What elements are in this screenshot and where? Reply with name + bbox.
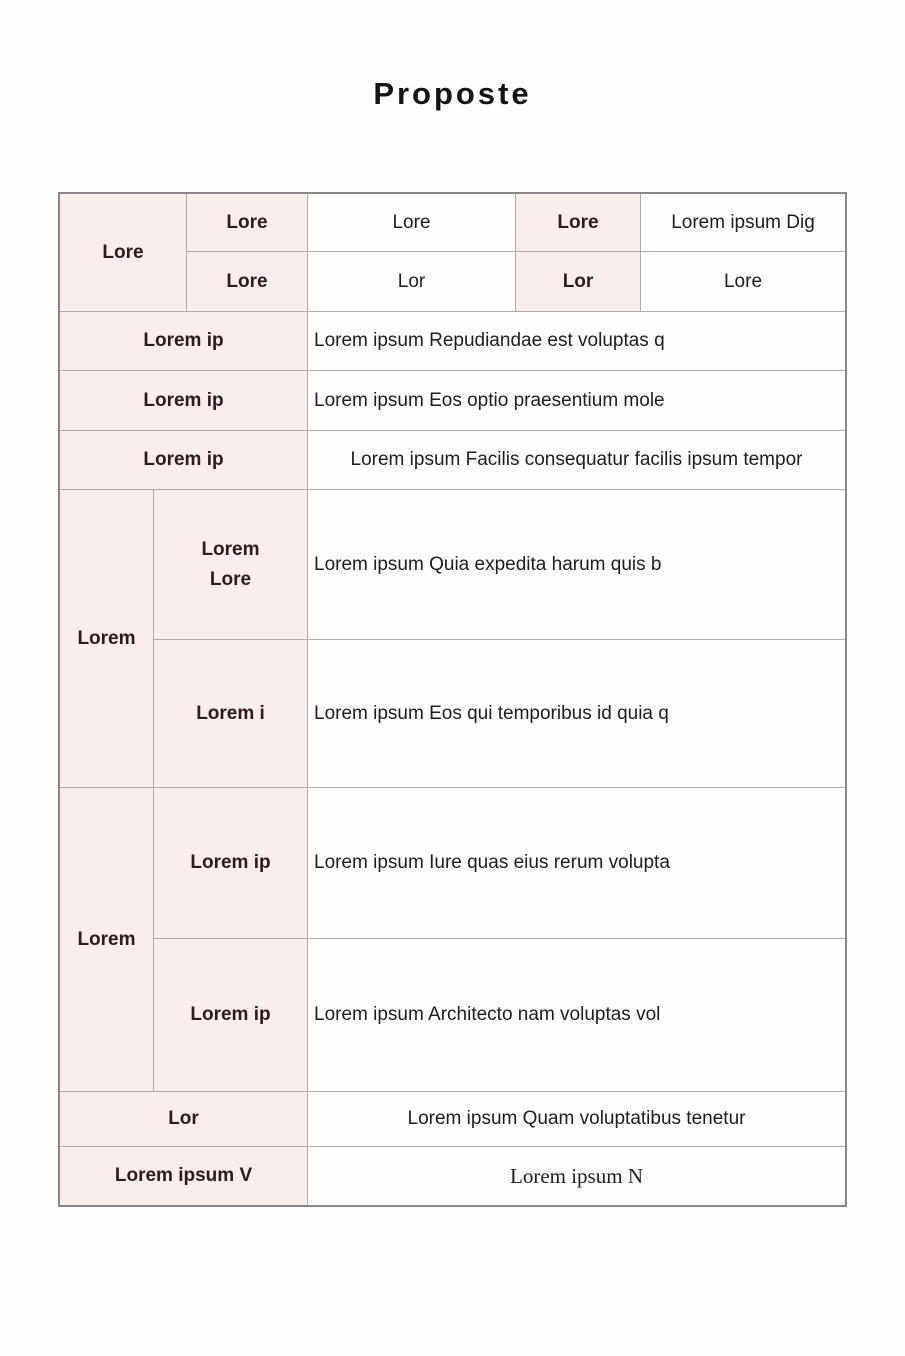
row-label: Lorem ip: [60, 312, 308, 370]
table-header: [60, 194, 845, 311]
group-sublabel: Lorem Lore: [154, 490, 308, 640]
document-page: [0, 76, 905, 1207]
group-sublabel: Lorem ip: [154, 788, 308, 939]
header-cell-main: Lore: [60, 194, 187, 311]
row-value: Lorem ipsum Facilis consequatur facilis ipsum tempor: [350, 449, 803, 470]
group-value: Lorem ipsum Architecto nam voluptas vol: [314, 1004, 661, 1025]
header-cell: Lore: [516, 194, 641, 252]
table-row: [60, 1091, 845, 1146]
group-value: Lorem ipsum Eos qui temporibus id quia q: [314, 702, 669, 724]
header-cell: Lore: [723, 270, 763, 292]
row-label: Lor: [60, 1092, 308, 1146]
group-label: Lorem: [60, 490, 154, 787]
row-label: Lorem ipsum V: [60, 1147, 308, 1205]
row-value: Lorem ipsum Quam voluptatibus tenetur: [407, 1108, 746, 1129]
page-title: Proposte: [373, 76, 532, 111]
group-sublabel: Lorem ip: [154, 939, 308, 1091]
row-value: Lorem ipsum N: [510, 1163, 643, 1188]
table-row: [60, 430, 845, 489]
row-value: Lorem ipsum Eos optio praesentium mole: [314, 389, 665, 411]
header-cell: Lor: [308, 252, 516, 311]
header-cell: Lore: [187, 252, 308, 311]
row-label: Lorem ip: [60, 431, 308, 489]
table-group: [60, 787, 845, 1091]
group-label: Lorem: [60, 788, 154, 1091]
group-value: Lorem ipsum Quia expedita harum quis b: [308, 490, 845, 640]
group-sublabel: Lorem i: [154, 640, 308, 787]
header-cell: Lore: [187, 194, 308, 252]
header-cell: Lorem ipsum Dig: [641, 194, 845, 252]
row-label: Lorem ip: [60, 371, 308, 430]
row-value: Lorem ipsum Repudiandae est voluptas q: [314, 330, 665, 351]
header-cell: Lore: [308, 194, 516, 252]
group-value: Lorem ipsum Iure quas eius rerum volupta: [308, 788, 845, 939]
header-cell: Lor: [516, 252, 641, 311]
table-row: [60, 1146, 845, 1205]
proposals-table: [58, 192, 847, 1207]
table-row: [60, 311, 845, 370]
table-group: [60, 489, 845, 787]
table-row: [60, 370, 845, 430]
